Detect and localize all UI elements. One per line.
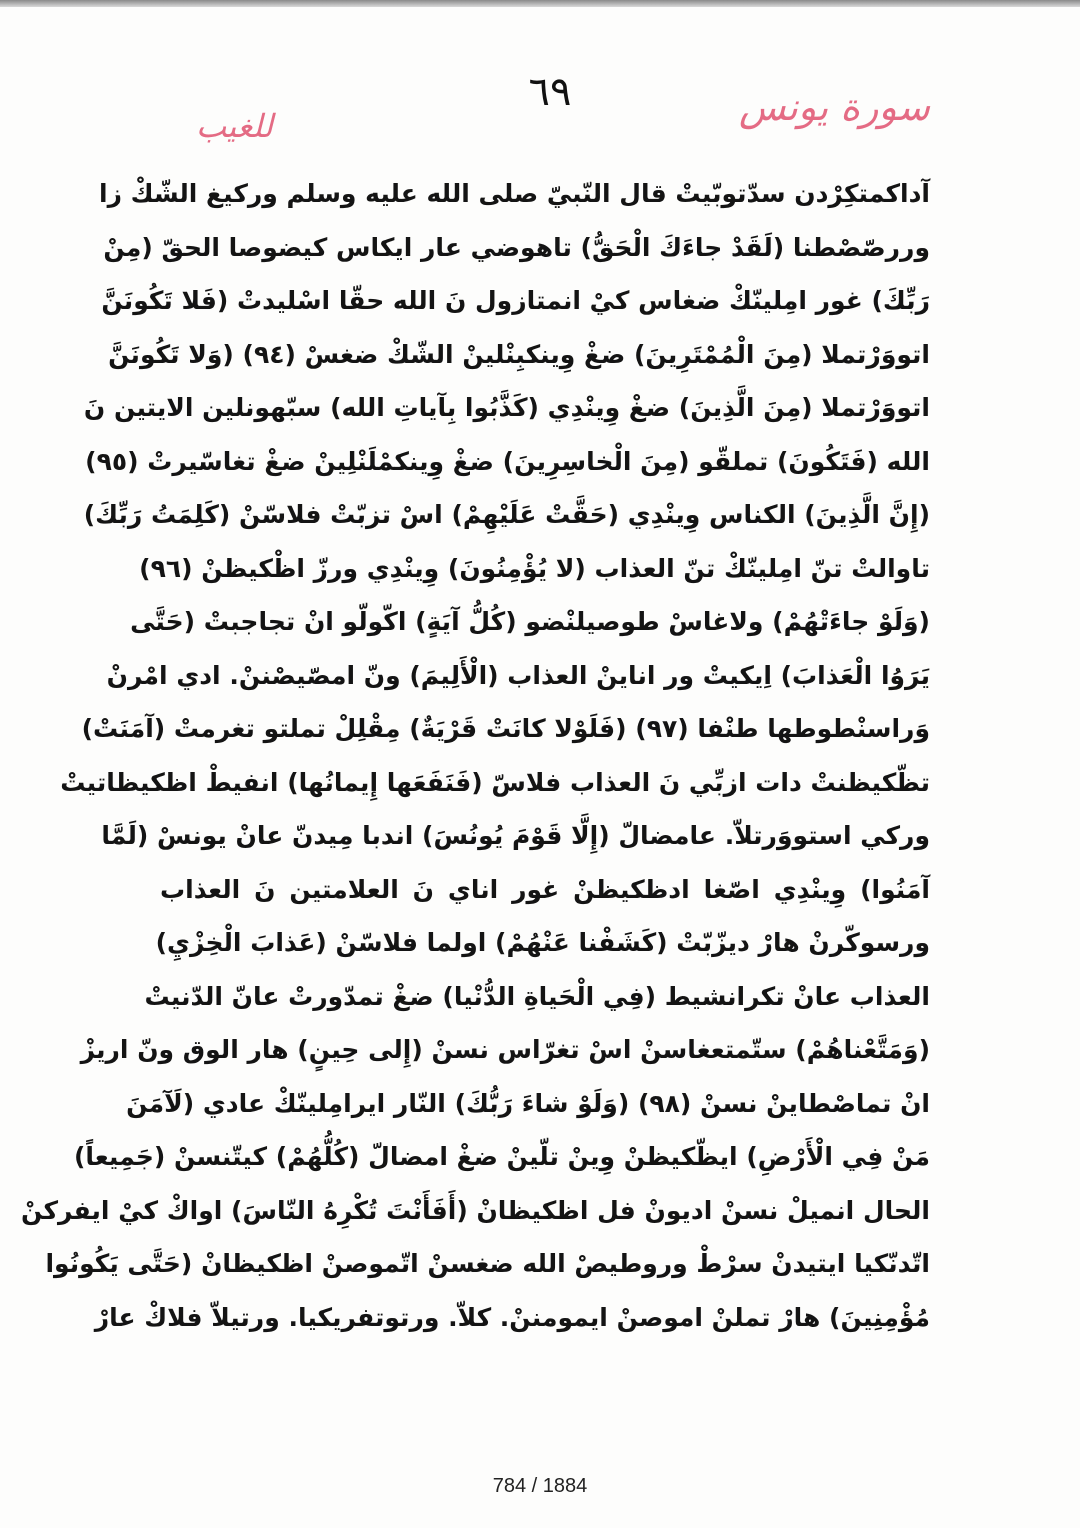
- margin-note-handwritten: للغيب: [196, 107, 273, 145]
- surah-name-handwritten: سورة يونس: [738, 85, 930, 129]
- text-line: الحال انميلْ نسنْ اديونْ فل اظكيظانْ (أَفَأَنْتَ تُكْرِهُ النّاسَ) اواكْ كيْ ايفركنْ: [20, 1195, 930, 1225]
- text-line: آمَنُوا) وِينْدِي اصّغا ادظكيظنْ غور اناي نَ العلامتين نَ العذاب: [160, 874, 930, 904]
- document-page: [0, 7, 1080, 1528]
- text-line: مَنْ فِي الْأَرْضِ) ايظّكيظنْ وِينْ تلّينْ ضغْ امضالّ (كُلُّهُمْ) كيتّنسنْ (جَمِيعاً): [73, 1142, 930, 1171]
- text-line: تاوالتْ تنّ امِلينّكْ تنّ العذاب (لا يُؤْمِنُونَ) وِينْدِي ورزّ اظْكيظنْ (٩٦): [139, 553, 930, 583]
- text-line: (وَمَتَّعْناهُمْ) ستّمتعغاسنْ اسْ تغرّاس نسنْ (إِلى حِينٍ) هار الوق ونّ اريزْ: [80, 1035, 930, 1064]
- text-line: وَراسنْطوطها طنْفا (٩٧) (فَلَوْلا كانَتْ قَرْيَةٌ) مِقْلِلْ تملتو تغرمتْ (آمَنَتْ): [81, 714, 930, 743]
- text-line: آداكمتكِرْدن سدّتوبّيتْ قال النّبيّ صلى الله عليه وسلم وركيغ الشّكْ زا: [99, 179, 930, 208]
- text-line: اتّدنّكيا ايتيدنْ سرْطْ وروطيصْ الله ضغسنْ اتّموصنْ اظكيظانْ (حَتَّى يَكُونُوا: [45, 1249, 930, 1278]
- page-number: ٦٩: [528, 69, 572, 115]
- text-line: العذاب عانْ تكرانشيط (فِي الْحَياةِ الدُّنْيا) ضغْ تمدّورتْ عانّ الدّنيتْ: [144, 981, 930, 1011]
- text-line: (وَلَوْ جاءَتْهُمْ) ولاغاسْ طوصيلنْضو (كُلُّ آيَةٍ) اكّولّو انْ تجاجبتْ (حَتَّى: [130, 607, 930, 636]
- text-line: يَرَوُا الْعَذابَ) اِيكيتْ ور اناينْ العذاب (الْأَلِيمَ) ونّ امصّيصْننْ. ادي امْرنْ: [106, 660, 930, 690]
- text-line: مُؤْمِنِينَ) هارْ تملنْ اموصنْ ايمومننْ. كلاّ. ورتوتفريكيا. ورتيلاّ فلاكْ عارْ: [94, 1302, 930, 1332]
- text-line: وررصّصْطنا (لَقَدْ جاءَكَ الْحَقُّ) تاهوضي عار ايكاس كيضوصا الحقّ (مِنْ: [103, 232, 930, 262]
- text-line: وركي استووَرتلاّ. عامضالّ (إِلَّا قَوْمَ يُونُسَ) اندبا مِيدنّ عانْ يونسْ (لَمَّا: [101, 821, 930, 850]
- page-counter: 784 / 1884: [492, 1475, 588, 1497]
- text-line: الله (فَتَكُونَ) تملقّو (مِنَ الْخاسِرِينَ) ضغْ وِينكمْلَنْلِينْ ضغْ تغاسّيرتْ (٩٥): [85, 446, 930, 476]
- text-body: [20, 167, 930, 1344]
- text-line: تظّكيظنتْ دات ازبِّي نَ العذاب فلاسّ (فَنَفَعَها إِيمانُها) انفيطْ اظكيظاتيتْ: [60, 767, 930, 797]
- text-line: رَبِّكَ) غور امِلينّكْ ضغاس كيْ انمتازول نَ الله حقّا اسْليدتْ (فَلا تَكُونَنَّ: [101, 286, 930, 315]
- text-line: (إِنَّ الَّذِينَ) الكناس وِينْدِي (حَقَّتْ عَلَيْهِمْ) اسْ تزبّتْ فلاسّنْ (كَلِمَتُ رَبِّكَ): [83, 500, 930, 529]
- text-line: ورسوكّرنْ هارْ ديزّبّتْ (كَشَفْنا عَنْهُمْ) اولما فلاسّنْ (عَذابَ الْخِزْيِ): [155, 928, 930, 957]
- text-line: اتووَرْتملا (مِنَ الْمُمْتَرِينَ) ضغْ وِينكبِنْلينْ الشّكْ ضغسْ (٩٤) (وَلا تَكُونَنَّ: [108, 339, 930, 369]
- text-line: اتووَرْتملا (مِنَ الَّذِينَ) ضغْ وِينْدِي (كَذَّبُوا بِآياتِ الله) سبّهونلين الايتين نَ: [83, 393, 930, 422]
- page-top-border: [0, 0, 1080, 7]
- page-header: [0, 7, 1080, 157]
- text-line: انْ تماصْطاينْ نسنْ (٩٨) (وَلَوْ شاءَ رَبُّكَ) النّار ايرامِلينّكْ عادي (لَآمَنَ: [126, 1088, 930, 1118]
